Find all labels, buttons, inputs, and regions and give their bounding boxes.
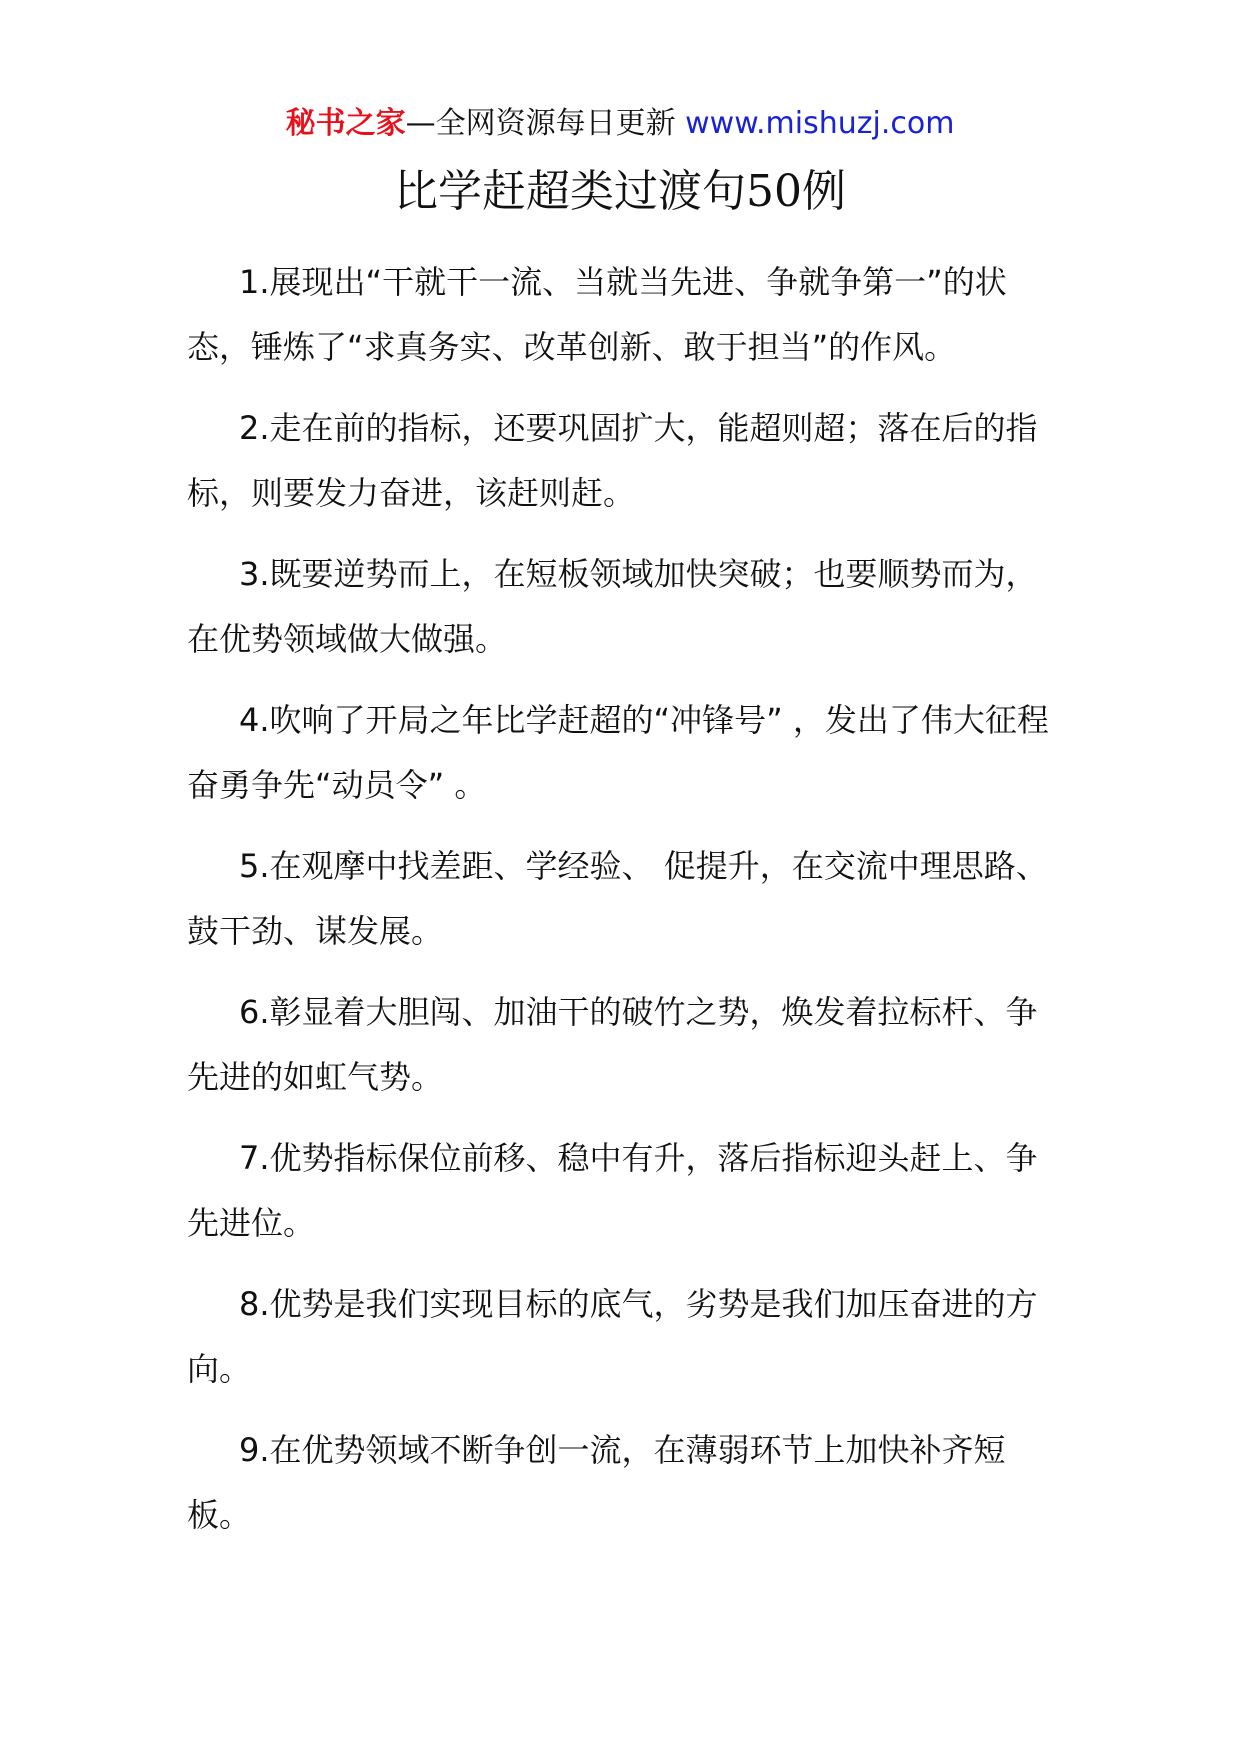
- site-url-link[interactable]: www.mishuzj.com: [685, 106, 955, 141]
- title-suffix: 例: [802, 166, 846, 217]
- list-item: 7.优势指标保位前移、稳中有升，落后指标迎头赶上、争先进位。: [187, 1139, 1038, 1242]
- list-item: 9.在优势领域不断争创一流，在薄弱环节上加快补齐短板。: [187, 1431, 1006, 1534]
- document-body: [187, 250, 1067, 1564]
- site-brand: 秘书之家: [285, 106, 406, 141]
- list-item: 3.既要逆势而上，在短板领域加快突破；也要顺势而为，在优势领域做大做强。: [187, 555, 1038, 658]
- list-item: 1.展现出“干就干一流、当就当先进、争就争第一”的状态，锤炼了“求真务实、改革创新、敢于担当”的作风。: [187, 263, 1007, 366]
- title-count: 50: [746, 166, 802, 217]
- title-text: 比学赶超类过渡句: [394, 166, 746, 217]
- site-header: [0, 102, 1240, 146]
- list-item: 4.吹响了开局之年比学赶超的“冲锋号” ，发出了伟大征程奋勇争先“动员令” 。: [187, 701, 1049, 804]
- list-item: 5.在观摩中找差距、学经验、 促提升，在交流中理思路、鼓干劲、谋发展。: [187, 847, 1048, 950]
- list-item: 8.优势是我们实现目标的底气，劣势是我们加压奋进的方向。: [187, 1285, 1038, 1388]
- document-title: [0, 160, 1240, 224]
- site-tagline: —全网资源每日更新: [405, 106, 686, 141]
- list-item: 6.彰显着大胆闯、加油干的破竹之势，焕发着拉标杆、争先进的如虹气势。: [187, 993, 1038, 1096]
- list-item: 2.走在前的指标，还要巩固扩大，能超则超；落在后的指标，则要发力奋进，该赶则赶。: [187, 409, 1038, 512]
